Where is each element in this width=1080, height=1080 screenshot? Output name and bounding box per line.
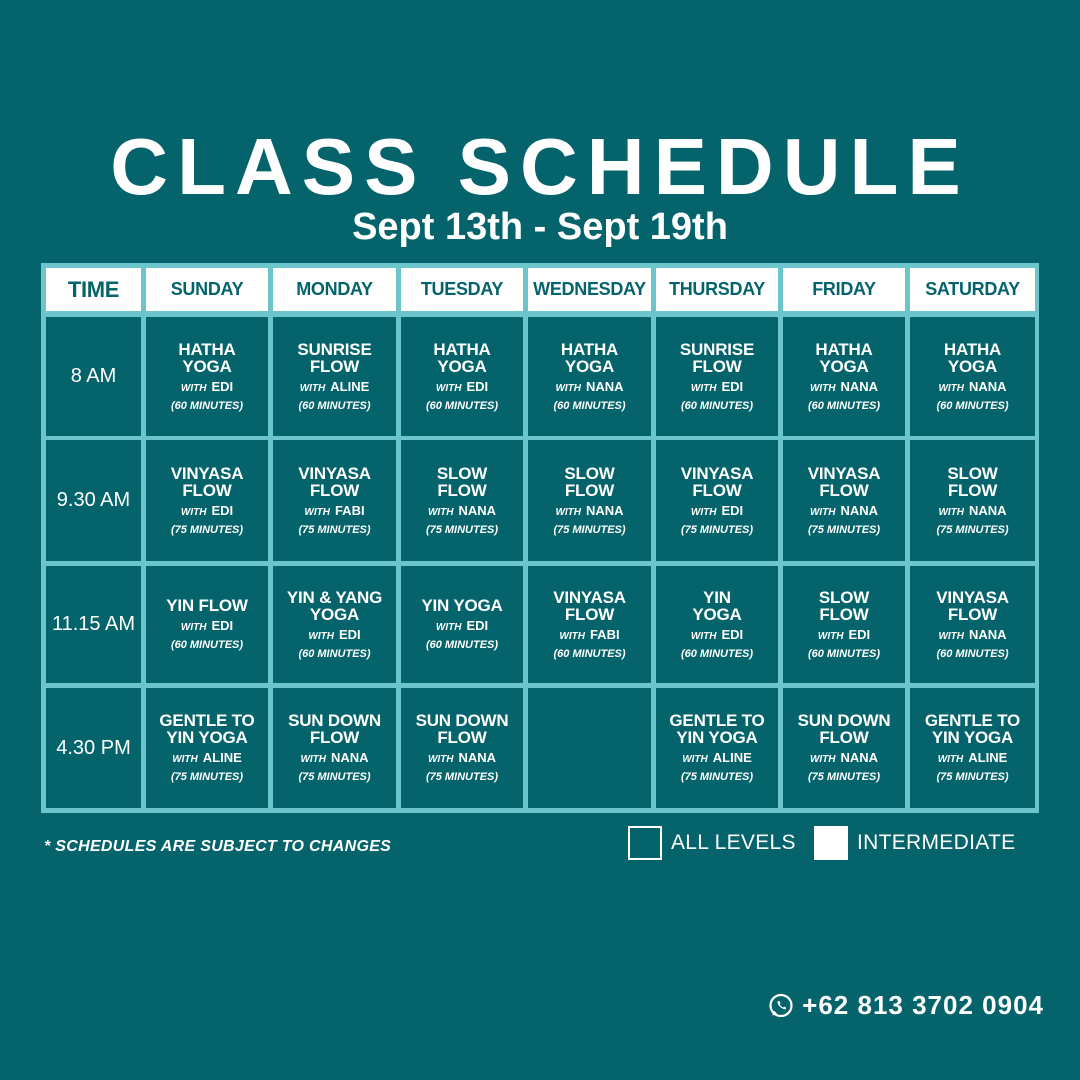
class-instructor — [436, 379, 488, 396]
class-name: VINYASA FLOW — [553, 587, 626, 624]
class-name: GENTLE TO YIN YOGA — [159, 711, 255, 747]
class-duration: (60 MINUTES) — [553, 647, 626, 660]
class-name: SLOW FLOW — [818, 587, 870, 624]
with-label: WITH — [180, 382, 207, 394]
class-cell[interactable] — [783, 317, 905, 436]
class-duration: (75 MINUTES) — [807, 523, 881, 536]
class-name: YIN FLOW — [166, 596, 248, 615]
instructor-name: EDI — [721, 626, 744, 642]
instructor-name: NANA — [968, 502, 1007, 518]
schedule-note: * SCHEDULES ARE SUBJECT TO CHANGES — [44, 838, 392, 855]
instructor-name: ALINE — [968, 750, 1008, 765]
with-label: WITH — [938, 630, 964, 642]
class-name: YIN YOGA — [421, 596, 503, 615]
with-label: WITH — [690, 506, 717, 518]
class-instructor — [938, 379, 1006, 396]
class-cell[interactable] — [273, 566, 396, 683]
instructor-name: NANA — [458, 750, 497, 765]
header-friday: FRIDAY — [783, 268, 905, 311]
class-instructor — [810, 503, 878, 520]
class-instructor — [691, 503, 743, 520]
class-duration: (60 MINUTES) — [170, 399, 244, 412]
with-label: WITH — [299, 382, 326, 394]
class-instructor — [818, 627, 870, 644]
class-instructor — [181, 379, 233, 396]
with-label: WITH — [435, 382, 462, 394]
class-name: SUNRISE FLOW — [297, 339, 372, 376]
with-label: WITH — [682, 754, 708, 765]
class-name: GENTLE TO YIN YOGA — [669, 711, 765, 747]
class-cell[interactable] — [146, 317, 268, 436]
with-label: WITH — [555, 382, 581, 394]
with-label: WITH — [809, 382, 836, 394]
class-cell[interactable] — [910, 566, 1035, 683]
class-duration: (75 MINUTES) — [553, 523, 626, 536]
class-cell[interactable] — [146, 688, 268, 808]
with-label: WITH — [304, 506, 330, 518]
page-title: CLASS SCHEDULE — [110, 122, 970, 211]
instructor-name: NANA — [968, 378, 1007, 394]
class-name: VINYASA FLOW — [298, 463, 371, 500]
header-sunday: SUNDAY — [146, 268, 268, 311]
class-cell[interactable] — [401, 317, 523, 436]
instructor-name: NANA — [330, 750, 369, 765]
class-duration: (75 MINUTES) — [298, 771, 371, 783]
instructor-name: ALINE — [330, 378, 370, 394]
contact-phone[interactable] — [768, 990, 1044, 1021]
legend-intermediate — [814, 826, 1015, 860]
instructor-name: EDI — [721, 502, 744, 518]
class-name: SLOW FLOW — [436, 463, 488, 500]
with-label: WITH — [937, 754, 964, 765]
class-instructor — [938, 503, 1006, 520]
class-cell[interactable] — [146, 566, 268, 683]
class-instructor — [682, 750, 752, 767]
class-name: GENTLE TO YIN YOGA — [924, 711, 1021, 747]
class-duration: (75 MINUTES) — [936, 771, 1009, 783]
intermediate-label: INTERMEDIATE — [857, 831, 1016, 854]
date-range: Sept 13th - Sept 19th — [352, 206, 728, 248]
class-cell[interactable] — [656, 440, 778, 561]
instructor-name: NANA — [840, 502, 879, 518]
class-name: SUNRISE FLOW — [679, 339, 755, 376]
class-name: VINYASA FLOW — [170, 463, 244, 500]
instructor-name: FABI — [589, 626, 620, 642]
class-instructor — [810, 750, 878, 767]
class-name: SLOW FLOW — [564, 463, 615, 500]
class-cell[interactable] — [528, 566, 651, 683]
class-name: YIN YOGA — [692, 587, 742, 624]
class-duration: (60 MINUTES) — [425, 639, 499, 651]
class-cell[interactable] — [783, 566, 905, 683]
class-name: SUN DOWN FLOW — [288, 711, 381, 747]
class-instructor — [555, 503, 623, 520]
instructor-name: NANA — [458, 502, 497, 518]
class-duration: (60 MINUTES) — [807, 647, 881, 660]
class-instructor — [691, 627, 743, 644]
class-duration: (75 MINUTES) — [680, 523, 754, 536]
legend-all-levels — [628, 826, 796, 860]
whatsapp-icon — [768, 993, 794, 1019]
class-duration: (60 MINUTES) — [807, 399, 881, 412]
class-instructor — [436, 618, 488, 635]
with-label: WITH — [690, 382, 717, 394]
class-duration: (60 MINUTES) — [936, 399, 1009, 412]
with-label: WITH — [180, 506, 207, 518]
class-duration: (60 MINUTES) — [298, 399, 371, 412]
instructor-name: EDI — [338, 626, 361, 642]
with-label: WITH — [817, 630, 844, 642]
class-name: SUN DOWN FLOW — [797, 711, 891, 747]
class-instructor — [300, 750, 368, 767]
class-duration: (60 MINUTES) — [298, 647, 371, 660]
class-cell[interactable] — [401, 566, 523, 683]
header-thursday: THURSDAY — [656, 268, 778, 311]
instructor-name: EDI — [848, 626, 871, 642]
class-cell[interactable] — [273, 317, 396, 436]
header-tuesday: TUESDAY — [401, 268, 523, 311]
class-duration: (75 MINUTES) — [680, 771, 754, 783]
instructor-name: EDI — [466, 618, 489, 633]
class-cell[interactable] — [783, 688, 905, 808]
class-cell[interactable] — [273, 440, 396, 561]
class-instructor — [300, 379, 370, 396]
empty-cell — [528, 688, 651, 808]
instructor-name: NANA — [585, 378, 624, 394]
with-label: WITH — [559, 630, 585, 642]
class-instructor — [691, 379, 743, 396]
header-time: TIME — [46, 268, 141, 311]
with-label: WITH — [938, 506, 964, 518]
instructor-name: EDI — [721, 378, 744, 394]
class-cell[interactable] — [783, 440, 905, 561]
class-name: VINYASA FLOW — [680, 463, 754, 500]
class-duration: (75 MINUTES) — [298, 523, 371, 536]
class-name: HATHA YOGA — [815, 339, 873, 376]
class-cell[interactable] — [528, 317, 651, 436]
with-label: WITH — [172, 754, 198, 765]
class-duration: (60 MINUTES) — [936, 647, 1009, 660]
with-label: WITH — [690, 630, 717, 642]
class-duration: (75 MINUTES) — [936, 523, 1009, 536]
class-instructor — [555, 379, 623, 396]
class-name: SLOW FLOW — [947, 463, 998, 500]
class-duration: (75 MINUTES) — [425, 771, 499, 783]
time-slot: 4.30 PM — [46, 688, 141, 808]
instructor-name: ALINE — [712, 750, 752, 765]
class-duration: (75 MINUTES) — [170, 771, 244, 783]
instructor-name: NANA — [585, 502, 624, 518]
class-cell[interactable] — [656, 688, 778, 808]
time-slot: 9.30 AM — [46, 440, 141, 561]
with-label: WITH — [427, 506, 454, 518]
all-levels-label: ALL LEVELS — [671, 831, 796, 854]
class-name: HATHA YOGA — [943, 339, 1002, 376]
class-duration: (60 MINUTES) — [680, 647, 754, 660]
intermediate-swatch — [814, 826, 848, 860]
class-name: SUN DOWN FLOW — [415, 711, 509, 747]
class-cell[interactable] — [401, 440, 523, 561]
class-instructor — [172, 750, 242, 767]
class-duration: (75 MINUTES) — [170, 523, 244, 536]
class-duration: (60 MINUTES) — [425, 399, 499, 412]
class-name: VINYASA FLOW — [807, 463, 881, 500]
instructor-name: EDI — [211, 618, 234, 633]
header-wednesday: WEDNESDAY — [528, 268, 651, 311]
class-cell[interactable] — [910, 317, 1035, 436]
class-instructor — [938, 627, 1006, 644]
class-instructor — [304, 503, 364, 520]
class-cell[interactable] — [656, 317, 778, 436]
schedule-table — [41, 263, 1039, 813]
with-label: WITH — [300, 754, 326, 765]
instructor-name: EDI — [466, 378, 489, 394]
class-instructor — [308, 627, 360, 644]
class-duration: (75 MINUTES) — [425, 523, 499, 536]
with-label: WITH — [809, 506, 836, 518]
class-cell[interactable] — [910, 440, 1035, 561]
class-duration: (60 MINUTES) — [680, 399, 754, 412]
header-saturday: SATURDAY — [910, 268, 1035, 311]
header-monday: MONDAY — [273, 268, 396, 311]
with-label: WITH — [180, 622, 207, 633]
with-label: WITH — [555, 506, 581, 518]
instructor-name: ALINE — [202, 750, 242, 765]
class-instructor — [181, 503, 233, 520]
all-levels-swatch — [628, 826, 662, 860]
class-name: VINYASA FLOW — [936, 587, 1009, 624]
class-duration: (60 MINUTES) — [170, 639, 244, 651]
class-cell[interactable] — [146, 440, 268, 561]
with-label: WITH — [435, 622, 462, 633]
with-label: WITH — [809, 754, 836, 765]
instructor-name: NANA — [840, 750, 879, 765]
class-cell[interactable] — [910, 688, 1035, 808]
with-label: WITH — [308, 630, 334, 642]
class-name: YIN & YANG YOGA — [286, 587, 383, 624]
class-instructor — [428, 503, 496, 520]
class-name: HATHA YOGA — [433, 339, 491, 376]
class-cell[interactable] — [528, 440, 651, 561]
class-cell[interactable] — [656, 566, 778, 683]
class-cell[interactable] — [273, 688, 396, 808]
time-slot: 11.15 AM — [46, 566, 141, 683]
class-instructor — [938, 750, 1008, 767]
phone-number: +62 813 3702 0904 — [802, 990, 1044, 1020]
class-duration: (60 MINUTES) — [553, 399, 626, 412]
with-label: WITH — [938, 382, 964, 394]
class-instructor — [181, 618, 233, 635]
class-name: HATHA YOGA — [560, 339, 619, 376]
class-duration: (75 MINUTES) — [807, 771, 881, 783]
class-instructor — [559, 627, 619, 644]
instructor-name: NANA — [968, 626, 1007, 642]
instructor-name: NANA — [840, 378, 879, 394]
class-cell[interactable] — [401, 688, 523, 808]
class-name: HATHA YOGA — [178, 339, 236, 376]
class-instructor — [428, 750, 496, 767]
class-instructor — [810, 379, 878, 396]
instructor-name: FABI — [334, 502, 365, 518]
time-slot: 8 AM — [46, 317, 141, 436]
with-label: WITH — [427, 754, 454, 765]
instructor-name: EDI — [211, 378, 234, 394]
instructor-name: EDI — [211, 502, 234, 518]
